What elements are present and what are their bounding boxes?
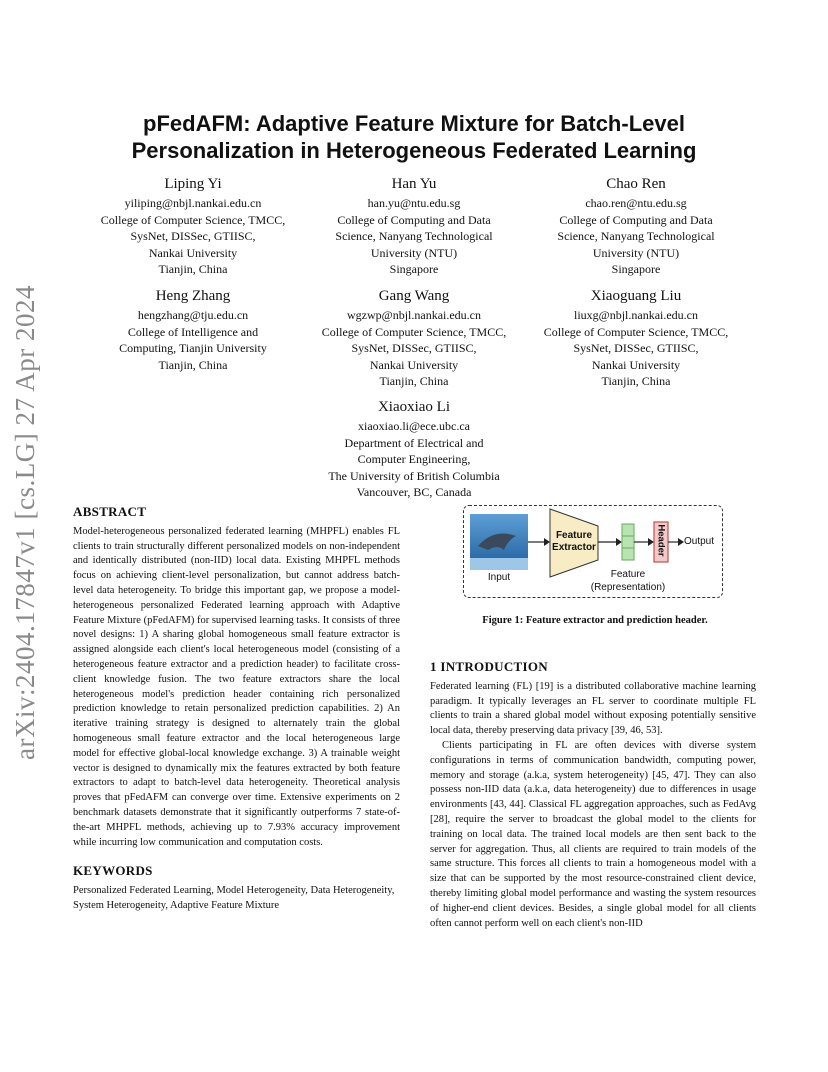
author-name: Gang Wang — [378, 288, 450, 304]
paper-title — [90, 110, 738, 164]
author-name: Chao Ren — [606, 176, 666, 192]
author-affiliation: College of Computer Science, TMCC, — [321, 324, 507, 339]
extractor-line-2: Extractor — [552, 542, 596, 553]
author-name: Han Yu — [391, 176, 437, 192]
author-affiliation: Nankai University — [148, 245, 238, 260]
author-location: Vancouver, BC, Canada — [356, 485, 472, 499]
author-affiliation: Nankai University — [369, 357, 459, 372]
author-affiliation: SysNet, DISSec, GTIISC, — [351, 341, 477, 355]
author-affiliation: University (NTU) — [592, 245, 680, 260]
title-line-2: Personalization in Heterogeneous Federated Learning — [131, 138, 697, 163]
author-affiliation: Nankai University — [591, 357, 681, 372]
author-block — [511, 287, 761, 390]
feature-vector-icon — [622, 524, 634, 560]
author-block — [289, 398, 539, 501]
author-email: wgzwp@nbjl.nankai.edu.cn — [346, 308, 481, 322]
author-block — [68, 175, 318, 278]
feature-line-2: (Representation) — [590, 582, 666, 593]
author-location: Tianjin, China — [158, 357, 228, 372]
feature-line-1: Feature — [610, 569, 646, 580]
keywords-heading: KEYWORDS — [73, 863, 153, 879]
input-label: Input — [487, 572, 511, 583]
author-name: Xiaoguang Liu — [590, 288, 682, 304]
abstract-text: Model-heterogeneous personalized federated learning (MHPFL) enables FL clients to train structurally different personalized models on non-independent and identically distributed (non-IID) local data. Existing MHPFL methods focus on achieving client-level personalization, but cannot address batch-level data heterogeneity. To bridge this important gap, we propose a model-heterogeneous personalized Federated learning approach with Adaptive Feature Mixture (pFedAFM) for supervised learning tasks. It consists of three novel designs: 1) A sharing global homogeneous small feature extractor is assigned alongside each client's local heterogeneous model (consisting of a heterogeneous feature extractor and a prediction header) to facilitate cross-client knowledge fusion. The two feature extractors share the local heterogeneous model's prediction header containing rich personalized prediction knowledge to retain personalized prediction capabilities. 2) An iterative training strategy is designed to alternately train the global homogeneous small feature extractor and the local heterogeneous large model for effective global-local knowledge exchange. 3) A trainable weight vector is designed to dynamically mix the features extracted by both feature extractors to adapt to batch-level data heterogeneity. Theoretical analysis proves that pFedAFM can converge over time. Extensive experiments on 2 benchmark datasets demonstrate that it significantly outperforms 7 state-of-the-art MHPFL methods, achieving up to 7.93% accuracy improvement while incurring low communication and computation costs. — [73, 525, 400, 848]
right-column — [430, 660, 756, 931]
author-affiliation: College of Computing and Data — [559, 212, 713, 227]
header-label: Header — [655, 524, 667, 557]
author-affiliation: The University of British Columbia — [328, 468, 500, 483]
author-email: hengzhang@tju.edu.cn — [137, 308, 249, 322]
author-affiliation: Computing, Tianjin University — [119, 341, 267, 355]
intro-paragraph-1: Federated learning (FL) [19] is a distributed collaborative machine learning paradigm. It typically leverages an FL server to coordinate multiple FL clients to train a shared global model without exposing potentially sensitive local data, thereby preserving data privacy [39, 46, 53]. — [430, 680, 756, 737]
author-email: yiliping@nbjl.nankai.edu.cn — [124, 196, 262, 210]
author-location: Tianjin, China — [379, 374, 449, 388]
author-email: chao.ren@ntu.edu.sg — [585, 196, 687, 210]
author-location: Tianjin, China — [601, 374, 671, 388]
author-location: Singapore — [389, 262, 439, 276]
author-affiliation: Science, Nanyang Technological — [557, 229, 715, 243]
author-location: Tianjin, China — [158, 262, 228, 276]
abstract-heading: ABSTRACT — [73, 504, 147, 519]
author-block — [68, 287, 318, 373]
author-name: Liping Yi — [164, 176, 222, 192]
author-affiliation: College of Intelligence and — [127, 324, 259, 339]
author-block — [511, 175, 761, 278]
author-email: liuxg@nbjl.nankai.edu.cn — [573, 308, 699, 322]
intro-paragraph-2: Clients participating in FL are often devices with diverse system configurations in terms of communication bandwidth, computing power, memory and storage (a.k.a, system heterogeneity) [45, 47]. They can also possess non-IID data (a.k.a, data heterogeneity) due to differences in usage environments [43, 44]. Classical FL aggregation approaches, such as FedAvg [28], require the server to broadcast the global model to the clients for training on local data. The trained local models are then sent back to the server for aggregation. Thus, all clients are required to train models of the same structure. This forces all clients to train a homogeneous model with a size that can be supported by the most resource-constrained client device, thereby limiting global model performance and wasting the system resources of higher-end client devices. Besides, a single global model for all clients often cannot perform well on each client's non-IID — [430, 739, 756, 929]
author-affiliation: College of Computer Science, TMCC, — [543, 324, 729, 339]
left-column — [73, 505, 400, 914]
extractor-line-1: Feature — [555, 530, 593, 541]
author-email: han.yu@ntu.edu.sg — [367, 196, 461, 210]
author-location: Singapore — [611, 262, 661, 276]
author-affiliation: University (NTU) — [370, 245, 458, 260]
figure-1-diagram — [463, 505, 723, 598]
author-name: Xiaoxiao Li — [377, 399, 451, 415]
introduction-heading: 1 INTRODUCTION — [430, 659, 548, 674]
author-affiliation: College of Computing and Data — [337, 212, 491, 227]
author-email: xiaoxiao.li@ece.ubc.ca — [358, 419, 470, 433]
figure-1-caption: Figure 1: Feature extractor and prediction header. — [482, 615, 708, 626]
author-affiliation: Science, Nanyang Technological — [335, 229, 493, 243]
keywords-text: Personalized Federated Learning, Model Heterogeneity, Data Heterogeneity, System Heterogeneity, Adaptive Feature Mixture — [73, 885, 395, 911]
author-affiliation: Department of Electrical and — [344, 435, 484, 450]
feature-extractor-label — [550, 530, 598, 554]
author-affiliation: Computer Engineering, — [357, 452, 471, 466]
arxiv-identifier: arXiv:2404.17847v1 [cs.LG] 27 Apr 2024 — [10, 285, 40, 760]
author-affiliation: SysNet, DISSec, GTIISC, — [573, 341, 699, 355]
author-block — [289, 287, 539, 390]
author-affiliation: SysNet, DISSec, GTIISC, — [130, 229, 256, 243]
author-block — [289, 175, 539, 278]
feature-label — [578, 568, 678, 594]
output-label: Output — [684, 536, 715, 547]
title-line-1: pFedAFM: Adaptive Feature Mixture for Batch-Level — [143, 111, 685, 136]
author-name: Heng Zhang — [155, 288, 231, 304]
author-affiliation: College of Computer Science, TMCC, — [100, 212, 286, 227]
